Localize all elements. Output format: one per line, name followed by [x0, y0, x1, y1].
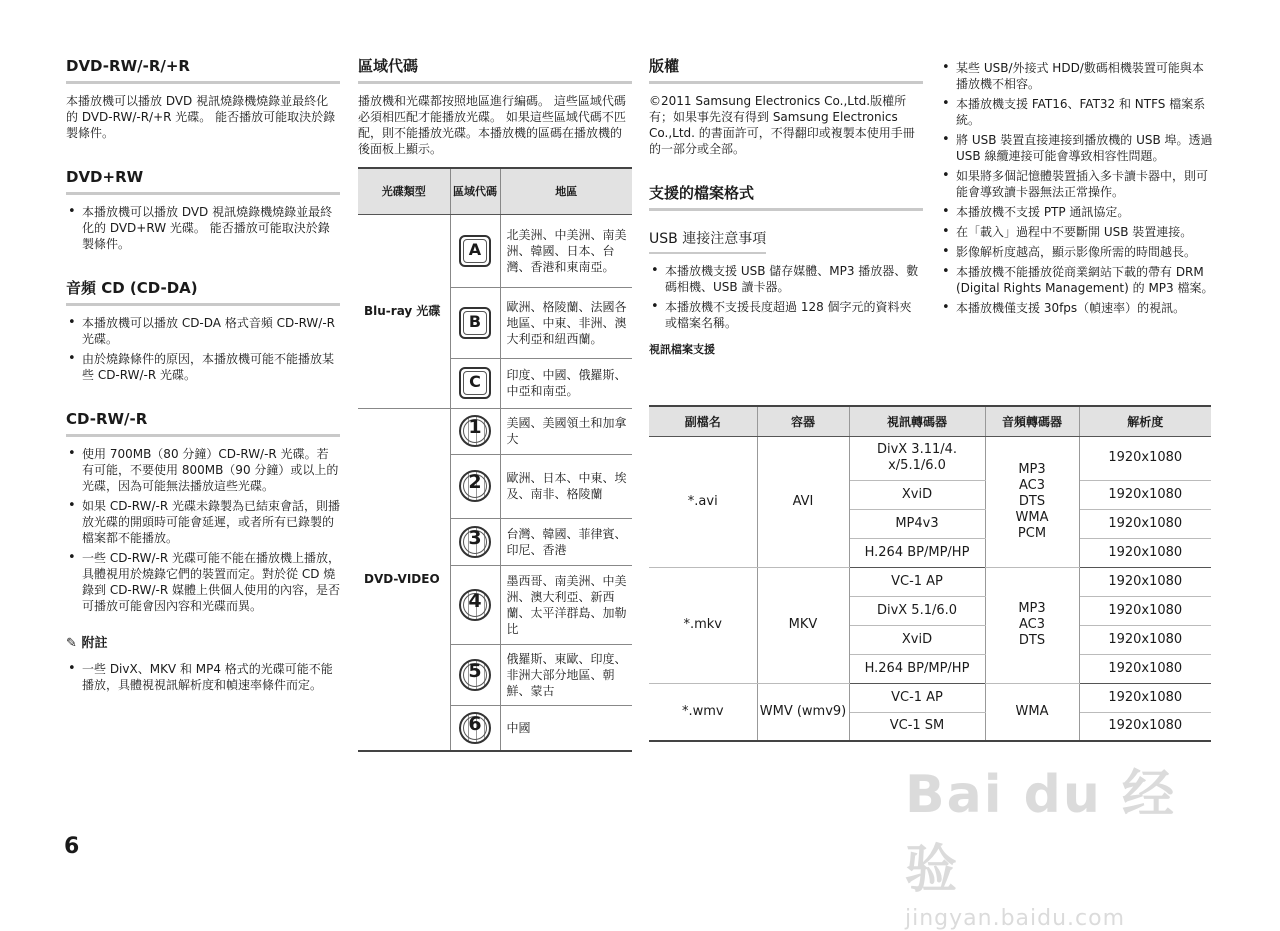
cell-resolution: 1920x1080 [1079, 596, 1211, 625]
list-item: • 本播放機僅支援 30fps（幀速率）的視訊。 [940, 300, 1214, 316]
region-area: 俄羅斯、東歐、印度、非洲大部分地區、朝鮮、蒙古 [500, 644, 632, 705]
cell-container: AVI [757, 436, 849, 567]
header-region-code: 區域代碼 [450, 168, 500, 214]
list-item: • 本播放機不能播放從商業網站下載的帶有 DRM (Digital Rights Management) 的 MP3 檔案。 [940, 264, 1214, 296]
table-row [649, 436, 1211, 480]
region-area: 歐洲、格陵蘭、法國各地區、中東、非洲、澳大利亞和紐西蘭。 [500, 287, 632, 358]
cell-container: MKV [757, 567, 849, 683]
header-video-codec: 視訊轉碼器 [849, 406, 985, 436]
cell-video-codec: VC-1 SM [849, 712, 985, 741]
bluray-region-c-icon: C [459, 367, 491, 399]
list-item: • 使用 700MB（80 分鐘）CD-RW/-R 光碟。若有可能，不要使用 800MB（90 分鐘）或以上的光碟，因為可能無法播放這些光碟。 [66, 446, 340, 494]
header-extension: 副檔名 [649, 406, 757, 436]
list-item: • 由於燒錄條件的原因，本播放機可能不能播放某些 CD-RW/-R 光碟。 [66, 351, 340, 383]
region-area: 美國、美國領土和加拿大 [500, 408, 632, 454]
region-area: 墨西哥、南美洲、中美洲、澳大利亞、新西蘭、太平洋群島、加勒比 [500, 565, 632, 644]
section-title-copyright: 版權 [649, 56, 923, 84]
table-row [358, 408, 632, 454]
list-dvd-plus-rw [66, 204, 340, 252]
bluray-region-b-icon: B [459, 307, 491, 339]
list-item: • 如果將多個記憶體裝置插入多卡讀卡器中，則可能會導致讀卡器無法正常操作。 [940, 168, 1214, 200]
region-area: 印度、中國、俄羅斯、中亞和南亞。 [500, 358, 632, 408]
table-row [649, 683, 1211, 712]
video-support-label: 視訊檔案支援 [649, 343, 715, 356]
section-text-dvd-rw: 本播放機可以播放 DVD 視訊燒錄機燒錄並最終化的 DVD-RW/-R/+R 光碟。 能否播放可能取決於錄製條件。 [66, 94, 336, 140]
header-disc-type: 光碟類型 [358, 168, 450, 214]
header-container: 容器 [757, 406, 849, 436]
cell-video-codec: VC-1 AP [849, 567, 985, 596]
section-title-dvd-rw: DVD-RW/-R/+R [66, 56, 340, 84]
column-2 [358, 56, 632, 752]
pencil-icon: ✎ [66, 636, 77, 651]
section-title-region-code: 區域代碼 [358, 56, 632, 84]
header-audio-codec: 音頻轉碼器 [985, 406, 1079, 436]
baidu-watermark [905, 752, 1205, 931]
cell-extension: *.mkv [649, 567, 757, 683]
column-3 [649, 56, 923, 357]
list-audio-cd [66, 315, 340, 383]
region-area: 中國 [500, 705, 632, 751]
cell-extension: *.wmv [649, 683, 757, 741]
section-title-cd-rw: CD-RW/-R [66, 409, 340, 437]
table-row [649, 567, 1211, 596]
dvd-region-5-icon: 5 [459, 659, 491, 691]
cell-video-codec: H.264 BP/MP/HP [849, 654, 985, 683]
list-usb-compat [940, 60, 1214, 316]
cell-resolution: 1920x1080 [1079, 567, 1211, 596]
dvd-region-6-icon: 6 [459, 712, 491, 744]
bluray-label: Blu-ray 光碟 [358, 214, 450, 408]
region-code-table [358, 167, 632, 752]
list-item: • 在「載入」過程中不要斷開 USB 裝置連接。 [940, 224, 1214, 240]
cell-video-codec: DivX 3.11/4. x/5.1/6.0 [849, 436, 985, 480]
dvd-region-2-icon: 2 [459, 470, 491, 502]
list-item: • 如果 CD-RW/-R 光碟未錄製為已結束會話，則播放光碟的開頭時可能會延遲，或者所有已錄製的檔案都不能播放。 [66, 498, 340, 546]
copyright-text: ©2011 Samsung Electronics Co.,Ltd.版權所有；如果事先沒有得到 Samsung Electronics Co.,Ltd. 的書面許可，不得翻印或複製本使用手冊的一部分或全部。 [649, 94, 915, 156]
section-title-supported-formats: 支援的檔案格式 [649, 183, 923, 211]
dvd-region-3-icon: 3 [459, 526, 491, 558]
list-item: • 本播放機支援 USB 儲存媒體、MP3 播放器、數碼相機、USB 讀卡器。 [649, 263, 923, 295]
column-4 [940, 60, 1214, 326]
column-1 [66, 56, 340, 703]
cell-resolution: 1920x1080 [1079, 654, 1211, 683]
cell-video-codec: XviD [849, 480, 985, 509]
list-item: • 一些 CD-RW/-R 光碟可能不能在播放機上播放，具體視用於燒錄它們的裝置而定。對於從 CD 燒錄到 CD-RW/-R 媒體上供個人使用的內容，是否可播放可能會因內容和光碟而異。 [66, 550, 340, 614]
dvd-region-4-icon: 4 [459, 589, 491, 621]
cell-resolution: 1920x1080 [1079, 538, 1211, 567]
region-area: 歐洲、日本、中東、埃及、南非、格陵蘭 [500, 454, 632, 518]
section-title-audio-cd: 音頻 CD (CD-DA) [66, 278, 340, 306]
cell-resolution: 1920x1080 [1079, 625, 1211, 654]
header-region: 地區 [500, 168, 632, 214]
video-format-table [649, 405, 1211, 742]
list-item: • 影像解析度越高，顯示影像所需的時間越長。 [940, 244, 1214, 260]
note-list [66, 661, 340, 693]
cell-audio-codec: MP3 AC3 DTS [985, 567, 1079, 683]
cell-resolution: 1920x1080 [1079, 436, 1211, 480]
cell-extension: *.avi [649, 436, 757, 567]
header-resolution: 解析度 [1079, 406, 1211, 436]
list-usb-notes [649, 263, 923, 331]
region-area: 台灣、韓國、菲律賓、印尼、香港 [500, 518, 632, 565]
section-title-usb-notes: USB 連接注意事項 [649, 229, 766, 254]
list-item: • 某些 USB/外接式 HDD/數碼相機裝置可能與本播放機不相容。 [940, 60, 1214, 92]
list-cd-rw [66, 446, 340, 614]
cell-video-codec: DivX 5.1/6.0 [849, 596, 985, 625]
table-row [358, 214, 632, 287]
note-title: 附註 [81, 636, 108, 651]
cell-video-codec: MP4v3 [849, 509, 985, 538]
dvd-label: DVD-VIDEO [358, 408, 450, 751]
note-heading [66, 632, 340, 651]
list-item: • 本播放機不支援長度超過 128 個字元的資料夾或檔案名稱。 [649, 299, 923, 331]
cell-video-codec: H.264 BP/MP/HP [849, 538, 985, 567]
watermark-url: jingyan.baidu.com [905, 906, 1126, 931]
cell-resolution: 1920x1080 [1079, 480, 1211, 509]
cell-resolution: 1920x1080 [1079, 712, 1211, 741]
cell-container: WMV (wmv9) [757, 683, 849, 741]
page-number: 6 [64, 834, 80, 859]
list-item: • 本播放機可以播放 DVD 視訊燒錄機燒錄並最終化的 DVD+RW 光碟。 能否播放可能取決於錄製條件。 [66, 204, 340, 252]
list-item: • 一些 DivX、MKV 和 MP4 格式的光碟可能不能播放，具體視視訊解析度和幀速率條件而定。 [66, 661, 340, 693]
list-item: • 本播放機支援 FAT16、FAT32 和 NTFS 檔案系統。 [940, 96, 1214, 128]
section-title-dvd-plus-rw: DVD+RW [66, 167, 340, 195]
dvd-region-1-icon: 1 [459, 415, 491, 447]
list-item: • 本播放機不支援 PTP 通訊協定。 [940, 204, 1214, 220]
cell-video-codec: VC-1 AP [849, 683, 985, 712]
region-intro: 播放機和光碟都按照地區進行編碼。 這些區域代碼必須相匹配才能播放光碟。 如果這些區域代碼不匹配，則不能播放光碟。本播放機的區碼在播放機的後面板上顯示。 [358, 94, 626, 156]
cell-audio-codec: WMA [985, 683, 1079, 741]
cell-resolution: 1920x1080 [1079, 683, 1211, 712]
bluray-region-a-icon: A [459, 235, 491, 267]
cell-video-codec: XviD [849, 625, 985, 654]
list-item: • 將 USB 裝置直接連接到播放機的 USB 埠。透過 USB 線纜連接可能會導致相容性問題。 [940, 132, 1214, 164]
watermark-logo-text: Bai du 经验 [905, 765, 1176, 900]
region-area: 北美洲、中美洲、南美洲、韓國、日本、台灣、香港和東南亞。 [500, 214, 632, 287]
list-item: • 本播放機可以播放 CD-DA 格式音頻 CD-RW/-R 光碟。 [66, 315, 340, 347]
cell-resolution: 1920x1080 [1079, 509, 1211, 538]
cell-audio-codec: MP3 AC3 DTS WMA PCM [985, 436, 1079, 567]
